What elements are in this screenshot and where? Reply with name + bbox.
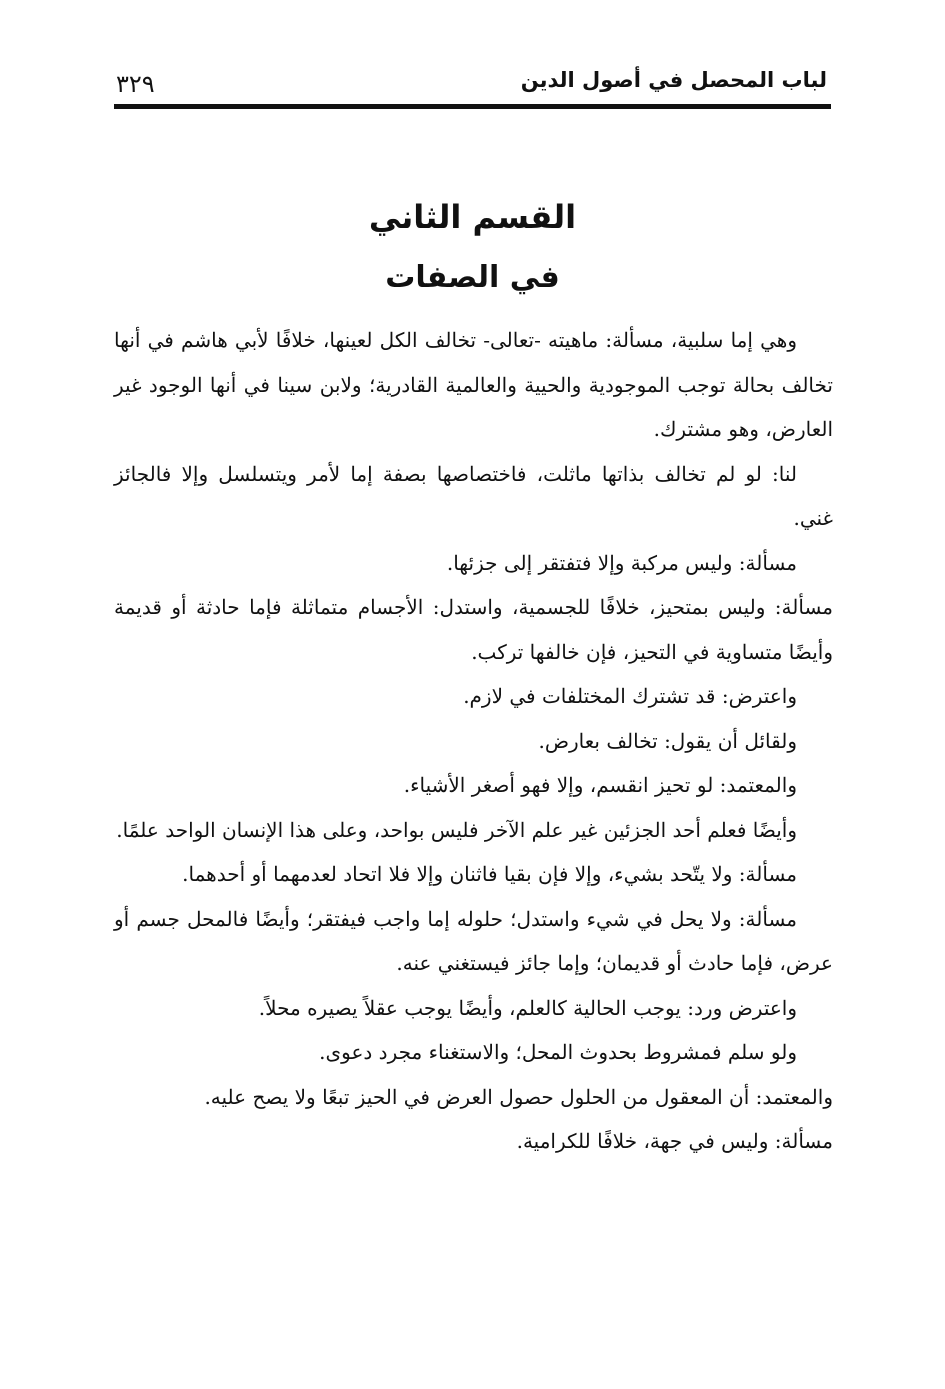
paragraph: وأيضًا فعلم أحد الجزئين غير علم الآخر فليس بواحد، وعلى هذا الإنسان الواحد علمًا. (116, 817, 797, 842)
paragraph: مسألة: وليس في جهة، خلافًا للكرامية. (516, 1129, 833, 1153)
paragraph: مسألة: ولا يحل في شيء واستدل؛ حلوله إما واجب فيفتقر؛ وأيضًا فالمحل جسم أو عرض، فإما حادث أو قديمان؛ وإما جائز فيستغني عنه. (114, 906, 833, 975)
section-subtitle: في الصفات (385, 260, 560, 295)
running-header (112, 62, 833, 102)
paragraph: واعترض: قد تشترك المختلفات في لازم. (463, 684, 797, 708)
paragraph: لنا: لو لم تخالف بذاتها ماثلت، فاختصاصها بصفة إما لأمر ويتسلسل وإلا فالجائز غني. (114, 461, 833, 530)
paragraph: ولو سلم فمشروط بحدوث المحل؛ والاستغناء مجرد دعوى. (319, 1040, 797, 1064)
paragraph: مسألة: وليس مركبة وإلا فتفتقر إلى جزئها. (446, 550, 797, 575)
paragraph: ولقائل أن يقول: تخالف بعارض. (538, 728, 797, 753)
paragraph: والمعتمد: لو تحيز انقسم، وإلا فهو أصغر الأشياء. (403, 773, 797, 797)
page-number: ٣٢٩ (116, 70, 155, 98)
paragraph: مسألة: ولا يتّحد بشيء، وإلا فإن بقيا فاثنان وإلا فلا اتحاد لعدمهما أو أحدهما. (182, 862, 797, 886)
paragraph: والمعتمد: أن المعقول من الحلول حصول العرض في الحيز تبعًا ولا يصح عليه. (204, 1084, 833, 1109)
book-title: لباب المحصل في أصول الدين (520, 68, 827, 92)
header-rule (114, 104, 831, 109)
main-text (114, 318, 833, 1164)
paragraph: وهي إما سلبية، مسألة: ماهيته -تعالى- تخالف الكل لعينها، خلافًا لأبي هاشم في أنها تخالف بحالة توجب الموجودية والحيية والعالمية القادرية؛ ولابن سينا في أنها الوجود غير العارض، وهو مشترك. (114, 328, 833, 441)
paragraph: واعترض ورد: يوجب الحالية كالعلم، وأيضًا يوجب عقلاً يصيره محلاً. (258, 995, 797, 1020)
section-title: القسم الثاني (368, 198, 577, 236)
paragraph: مسألة: وليس بمتحيز، خلافًا للجسمية، واستدل: الأجسام متماثلة فإما حادثة أو قديمة وأيضًا متساوية في التحيز، فإن خالفها تركب. (114, 595, 833, 664)
